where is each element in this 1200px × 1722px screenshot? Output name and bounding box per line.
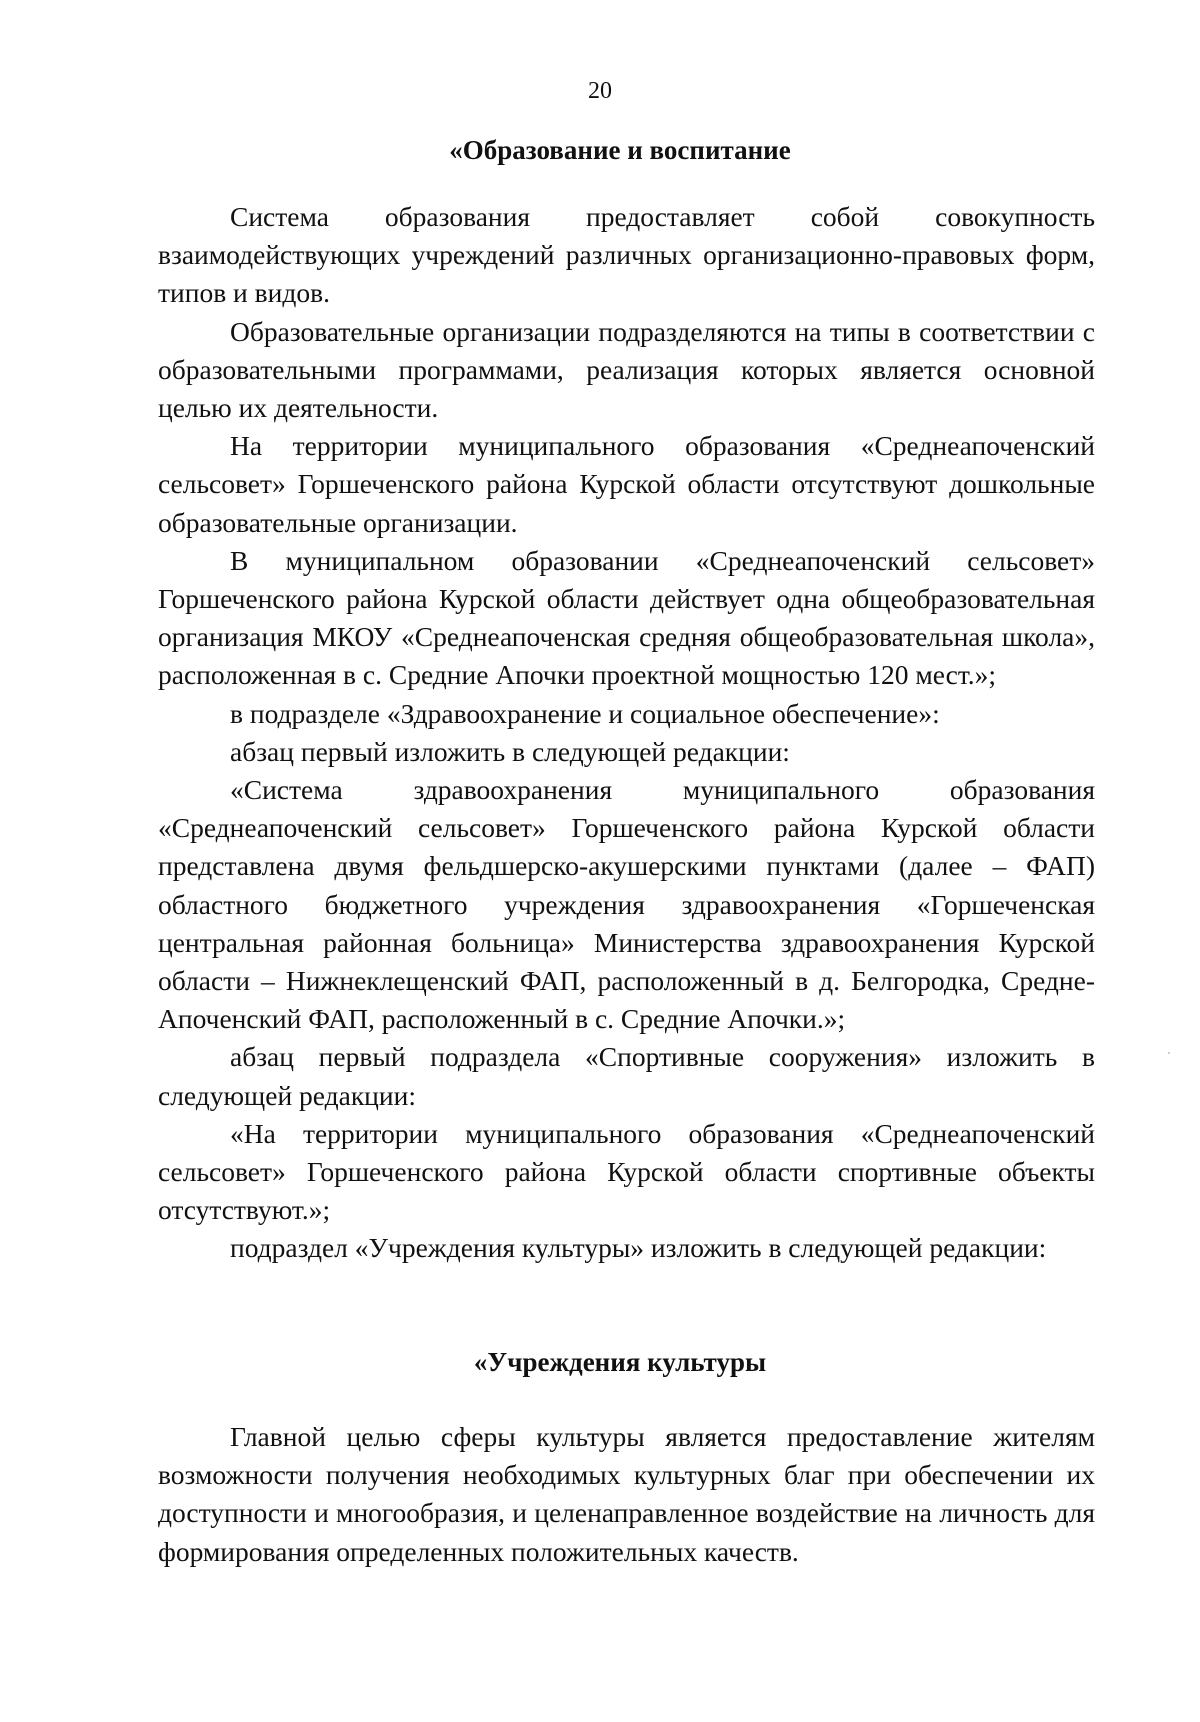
page-number: 20 [588,78,612,104]
paragraph-school: В муниципальном образовании «Среднеапоченский сельсовет» Горшеченского района Курской области действует одна общеобразовательная организация МКОУ «Среднеапоченская средняя общеобразовательная школа», расположенная в с. Средние Апочки проектной мощностью 120 мест.»; [158,544,1095,691]
paragraph-culture-goal: Главной целью сферы культуры является предоставление жителям возможности получения необходимых культурных благ при обеспечении их доступности и многообразия, и целенаправленное воздействие на личность для формирования определенных положительных качеств. [158,1421,1095,1567]
section-heading-education: «Образование и воспитание [449,135,791,165]
section-body-culture [158,1418,1095,1571]
paragraph-education-system: Система образования предоставляет собой совокупность взаимодействующих учреждений различных организационно-правовых форм, типов и видов. [158,201,1095,309]
paragraph-no-preschool: На территории муниципального образования «Среднеапоченский сельсовет» Горшеченского района Курской области отсутствуют дошкольные образовательные организации. [158,430,1095,538]
paragraph-healthcare-system: «Система здравоохранения муниципального образования «Среднеапоченский сельсовет» Горшеченского района Курской области представлена двумя фельдшерско-акушерскими пунктами (далее – ФАП) областного бюджетного учреждения здравоохранения «Горшеченская центральная районная больница» Министерства здравоохранения Курской области – Нижнеклещенский ФАП, расположенный в д. Белгородка, Средне-Апоченский ФАП, расположенный в с. Средние Апочки.»; [158,774,1095,1035]
paragraph-healthcare-subsection: в подразделе «Здравоохранение и социальное обеспечение»: [230,697,940,729]
paragraph-culture-instruction: подраздел «Учреждения культуры» изложить в следующей редакции: [230,1232,1047,1264]
section-heading-culture: «Учреждения культуры [473,1347,767,1377]
paragraph-sports-instruction: абзац первый подраздела «Спортивные сооружения» изложить в следующей редакции: [158,1041,1095,1111]
paragraph-sports-facilities: «На территории муниципального образования «Среднеапоченский сельсовет» Горшеченского района Курской области спортивные объекты отсутствуют.»; [158,1117,1095,1226]
scan-speck [1168,1052,1170,1054]
paragraph-first-abzac-instruction: абзац первый изложить в следующей редакции: [230,735,790,767]
section-body-education [158,198,1095,1268]
paragraph-organization-types: Образовательные организации подразделяются на типы в соответствии с образовательными программами, реализация которых является основной целью их деятельности. [158,315,1095,424]
